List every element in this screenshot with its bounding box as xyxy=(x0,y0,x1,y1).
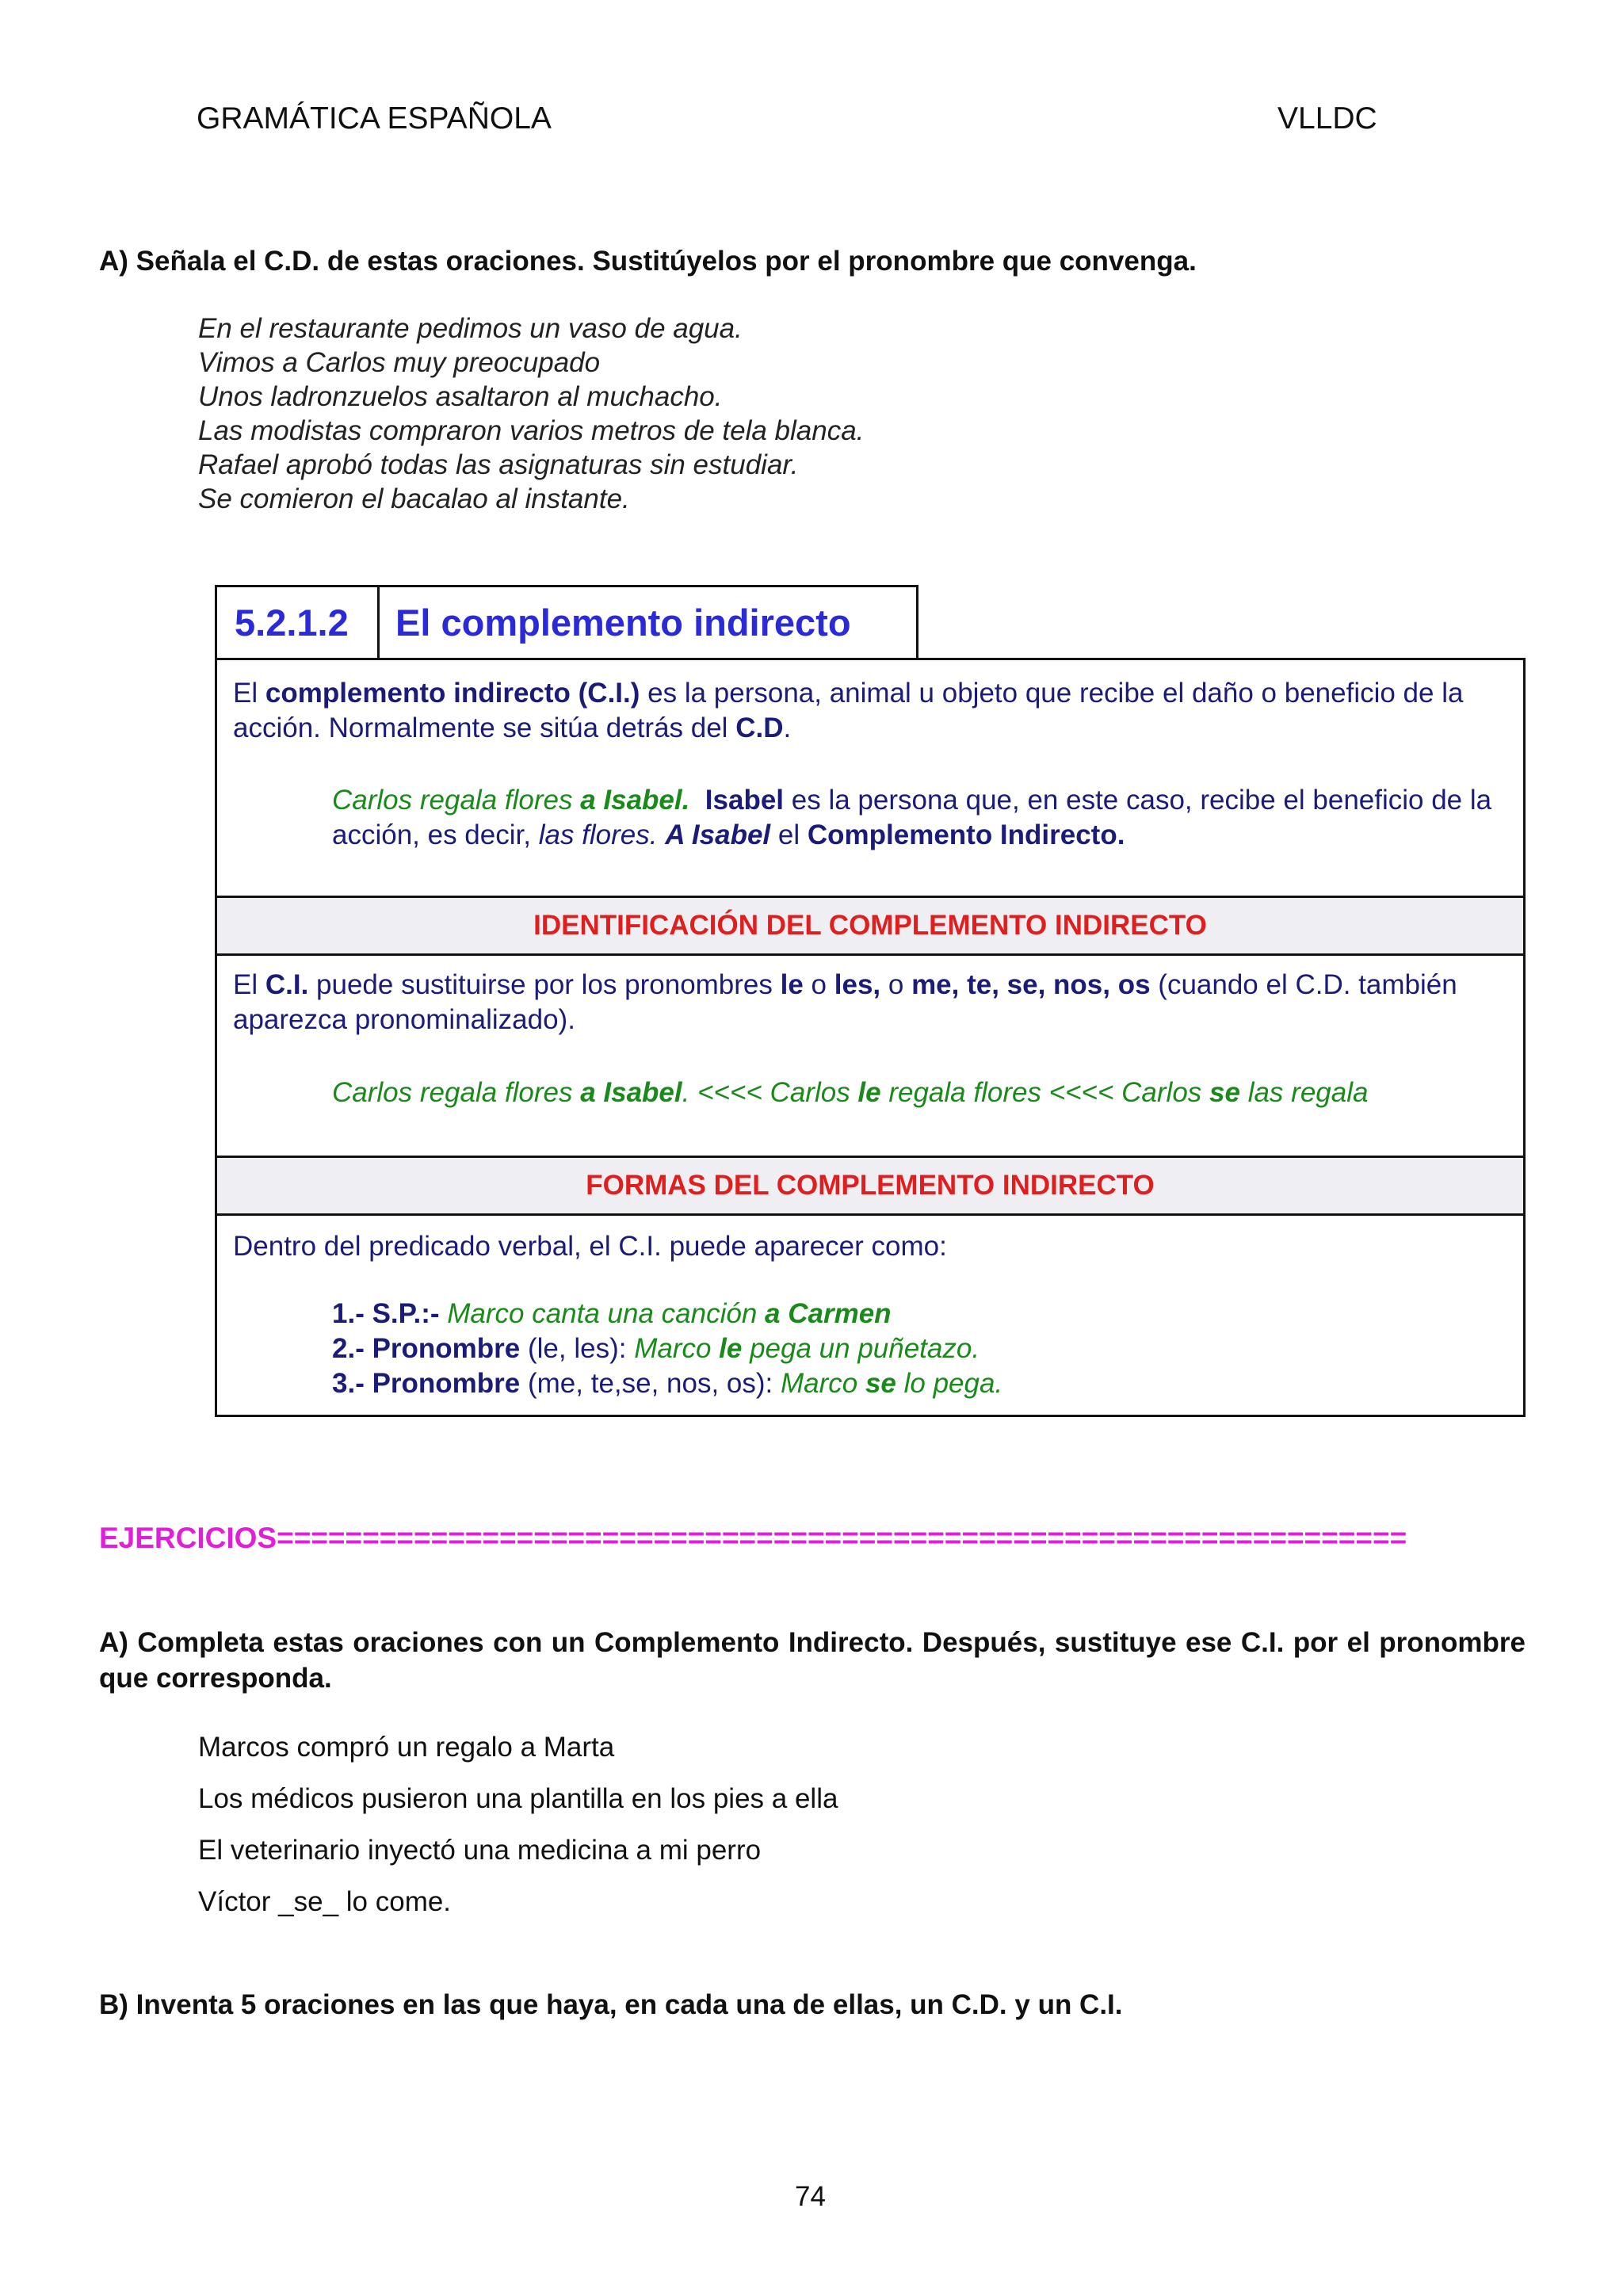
def-text: El xyxy=(233,678,265,709)
forms-intro: Dentro del predicado verbal, el C.I. puede aparecer como: xyxy=(233,1231,947,1262)
form-pre: (me, te,se, nos, os): xyxy=(520,1368,781,1399)
sentence: En el restaurante pedimos un vaso de agua. xyxy=(198,313,743,344)
sentence: Se comieron el bacalao al instante. xyxy=(198,483,630,514)
identification-example xyxy=(332,1075,1507,1110)
sentence: Los médicos pusieron una plantilla en los pies a ella xyxy=(198,1783,838,1814)
form-item xyxy=(332,1297,1507,1331)
ident-text: o xyxy=(880,969,912,1000)
sentence: Rafael aprobó todas las asignaturas sin estudiar. xyxy=(198,449,799,480)
band-identificacion: IDENTIFICACIÓN DEL COMPLEMENTO INDIRECTO xyxy=(217,896,1523,956)
page-number: 74 xyxy=(795,2181,826,2212)
ident-ex-bold: se xyxy=(1209,1077,1240,1108)
section-title: El complemento indirecto xyxy=(395,602,851,644)
ident-bold: les, xyxy=(834,969,881,1000)
ident-text: puede sustituirse por los pronombres xyxy=(308,969,781,1000)
sentence: Víctor _se_ lo come. xyxy=(198,1886,452,1917)
ident-ex-bold: le xyxy=(857,1077,881,1108)
sentence: Marcos compró un regalo a Marta xyxy=(198,1732,615,1763)
ident-text: o xyxy=(803,969,834,1000)
form-item xyxy=(332,1331,1507,1366)
form-example-bold: a Carmen xyxy=(765,1298,892,1329)
example-green: Carlos regala flores xyxy=(332,785,581,816)
example-text: el xyxy=(770,819,808,850)
form-example: lo pega. xyxy=(896,1368,1003,1399)
form-example-bold: se xyxy=(865,1368,896,1399)
form-label: 3.- Pronombre xyxy=(332,1368,521,1399)
ident-text: El xyxy=(233,969,265,1000)
example-italic: las flores. xyxy=(538,819,658,850)
form-label: 2.- Pronombre xyxy=(332,1333,521,1364)
section-content-box xyxy=(215,658,1526,1417)
identification-paragraph xyxy=(233,968,1507,1037)
example-bold: Isabel xyxy=(705,785,785,816)
exercise-a-ci-sentences xyxy=(198,1732,838,1938)
form-example: Marco xyxy=(781,1368,865,1399)
def-cd: C.D xyxy=(735,712,784,743)
ejercicios-heading: EJERCICIOS================================================================== xyxy=(99,1522,1407,1554)
form-example: pega un puñetazo. xyxy=(742,1333,980,1364)
sentence: El veterinario inyectó una medicina a mi perro xyxy=(198,1835,762,1866)
example-ci-term: Complemento Indirecto. xyxy=(807,819,1125,850)
def-text: . xyxy=(783,712,792,743)
section-number: 5.2.1.2 xyxy=(217,587,380,658)
ident-ex-bold: a Isabel xyxy=(580,1077,682,1108)
band-formas: FORMAS DEL COMPLEMENTO INDIRECTO xyxy=(217,1156,1523,1216)
sentence: Unos ladronzuelos asaltaron al muchacho. xyxy=(198,381,723,412)
form-pre: (le, les): xyxy=(520,1333,635,1364)
exercise-a-ci-prompt: A) Completa estas oraciones con un Complemento Indirecto. Después, sustituye ese C.I. por el pronombre que corresponda. xyxy=(99,1627,1526,1694)
form-example: Marco xyxy=(634,1333,720,1364)
exercise-b-prompt: B) Inventa 5 oraciones en las que haya, en cada una de ellas, un C.D. y un C.I. xyxy=(99,1989,1123,2020)
forms-list xyxy=(332,1297,1507,1401)
form-label: 1.- S.P.:- xyxy=(332,1298,440,1329)
sentence: Las modistas compraron varios metros de tela blanca. xyxy=(198,415,865,446)
form-pre xyxy=(440,1298,448,1329)
ident-text: (cuando el C.D. también aparezca pronominalizado). xyxy=(233,969,1457,1035)
ident-ex: Carlos regala flores xyxy=(332,1077,581,1108)
example-green-bold: a Isabel. xyxy=(580,785,690,816)
ident-bold: le xyxy=(780,969,804,1000)
ident-bold: C.I. xyxy=(265,969,309,1000)
ident-bold: me, te, se, nos, os xyxy=(911,969,1151,1000)
def-term: complemento indirecto (C.I.) xyxy=(265,678,640,709)
ident-ex: regala flores <<<< Carlos xyxy=(880,1077,1210,1108)
exercise-a-cd-sentences xyxy=(198,311,864,516)
ident-ex: . <<<< Carlos xyxy=(682,1077,858,1108)
ident-ex: las regala xyxy=(1239,1077,1369,1108)
form-item xyxy=(332,1366,1507,1401)
definition-paragraph xyxy=(233,676,1507,746)
def-text: es la persona, animal u objeto que recibe el daño o beneficio de la acción. Normalmente se sitúa detrás del xyxy=(233,678,1464,743)
header-left: GRAMÁTICA ESPAÑOLA xyxy=(197,101,552,136)
section-title-box xyxy=(215,585,918,658)
header-right: VLLDC xyxy=(1277,101,1377,136)
definition-example xyxy=(332,783,1507,853)
exercise-a-cd-prompt: A) Señala el C.D. de estas oraciones. Sustitúyelos por el pronombre que convenga. xyxy=(99,246,1197,277)
sentence: Vimos a Carlos muy preocupado xyxy=(198,347,601,378)
example-text: es la persona que, en este caso, recibe el beneficio de la acción, es decir, xyxy=(332,785,1492,850)
form-example: Marco canta una canción xyxy=(447,1298,766,1329)
example-italic-bold: A Isabel xyxy=(665,819,771,850)
form-example-bold: le xyxy=(719,1333,743,1364)
